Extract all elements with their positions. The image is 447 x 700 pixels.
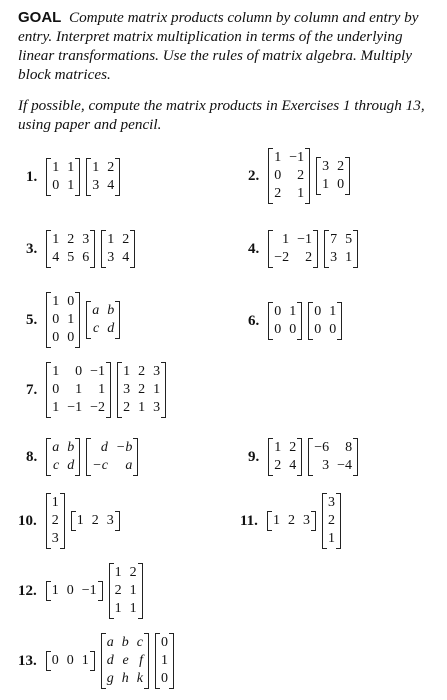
matrix-entry: d bbox=[106, 653, 114, 668]
matrix-entry: 2 bbox=[337, 159, 345, 174]
matrix-entry: 1 bbox=[297, 186, 305, 201]
matrix-entry: 3 bbox=[107, 250, 115, 265]
matrix-entry: 7 bbox=[330, 232, 338, 247]
matrix-entry: 0 bbox=[314, 304, 322, 319]
matrix-entry: 3 bbox=[327, 495, 335, 510]
matrix-entry: −1 bbox=[67, 400, 83, 415]
matrix-entry: 2 bbox=[51, 513, 59, 528]
matrix-entry: 1 bbox=[98, 382, 106, 397]
matrix bbox=[117, 362, 166, 418]
matrix bbox=[268, 438, 302, 476]
exercise-7 bbox=[26, 362, 169, 418]
matrix-entry: 1 bbox=[75, 382, 83, 397]
matrix-entry: 2 bbox=[91, 513, 99, 528]
matrix bbox=[308, 302, 342, 340]
matrix-entry: 1 bbox=[129, 601, 137, 616]
matrix-entry: −2 bbox=[90, 400, 106, 415]
exercise-13 bbox=[18, 633, 177, 689]
matrix-entry: 5 bbox=[345, 232, 353, 247]
exercise-number: 10. bbox=[18, 512, 37, 529]
matrix-entry: −2 bbox=[274, 250, 290, 265]
matrix-entry: a bbox=[125, 458, 133, 473]
matrix-entry: b bbox=[121, 635, 129, 650]
matrix-entry: 0 bbox=[52, 312, 60, 327]
matrix-entry: 1 bbox=[160, 653, 168, 668]
matrix-entry: 3 bbox=[123, 382, 131, 397]
exercise-8 bbox=[26, 438, 141, 476]
goal-text: Compute matrix products column by column and entry by entry. Interpret matrix multiplication in terms of the underlying linear transformations. Use the rules of matrix algebra. Multiply block matrices. bbox=[18, 9, 419, 83]
matrix bbox=[86, 158, 120, 196]
matrix-entry: 1 bbox=[153, 382, 161, 397]
matrix bbox=[267, 511, 316, 531]
matrix bbox=[46, 362, 111, 418]
matrix-entry: 5 bbox=[67, 250, 75, 265]
matrix bbox=[155, 633, 174, 689]
matrix-entry: 3 bbox=[51, 531, 59, 546]
matrix-entry: 4 bbox=[107, 178, 115, 193]
exercise-11 bbox=[240, 493, 344, 549]
matrix-entry: 1 bbox=[52, 160, 60, 175]
matrix-entry: a bbox=[92, 303, 100, 318]
matrix-entry: 0 bbox=[160, 635, 168, 650]
matrix-entry: 1 bbox=[67, 160, 75, 175]
matrix-entry: 4 bbox=[122, 250, 130, 265]
matrix-entry: 1 bbox=[289, 304, 297, 319]
matrix-entry: 1 bbox=[282, 232, 290, 247]
matrix-entry: 2 bbox=[287, 513, 295, 528]
exercise-number: 9. bbox=[248, 448, 260, 465]
matrix-entry: 0 bbox=[66, 583, 74, 598]
goal-paragraph bbox=[18, 8, 438, 84]
exercise-6 bbox=[248, 302, 345, 340]
matrix-entry: 3 bbox=[153, 400, 161, 415]
matrix-entry: −4 bbox=[337, 458, 353, 473]
exercise-number: 13. bbox=[18, 652, 37, 669]
matrix-entry: 3 bbox=[330, 250, 338, 265]
matrix-entry: c bbox=[93, 321, 100, 336]
matrix-entry: 2 bbox=[67, 232, 75, 247]
matrix-entry: 0 bbox=[75, 364, 83, 379]
exercise-9 bbox=[248, 438, 361, 476]
matrix-entry: 1 bbox=[76, 513, 84, 528]
matrix-entry: 3 bbox=[106, 513, 114, 528]
matrix-entry: 0 bbox=[67, 294, 75, 309]
matrix-entry: 3 bbox=[92, 178, 100, 193]
matrix-entry: b bbox=[107, 303, 115, 318]
matrix-entry: 2 bbox=[114, 583, 122, 598]
matrix-entry: 2 bbox=[138, 364, 146, 379]
matrix-entry: c bbox=[136, 635, 143, 650]
matrix bbox=[109, 563, 143, 619]
matrix bbox=[46, 493, 65, 549]
matrix bbox=[316, 157, 350, 195]
matrix bbox=[268, 148, 310, 204]
matrix bbox=[86, 438, 138, 476]
exercise-10 bbox=[18, 493, 123, 549]
matrix-entry: 1 bbox=[51, 495, 59, 510]
matrix-entry: 0 bbox=[274, 168, 282, 183]
matrix-entry: 1 bbox=[129, 583, 137, 598]
matrix-entry: 0 bbox=[66, 653, 74, 668]
matrix-entry: 1 bbox=[52, 232, 60, 247]
matrix-entry: −1 bbox=[90, 364, 106, 379]
matrix-entry: 1 bbox=[81, 653, 89, 668]
matrix-entry: 1 bbox=[272, 513, 280, 528]
matrix-entry: 3 bbox=[322, 159, 330, 174]
matrix-entry: 3 bbox=[82, 232, 90, 247]
matrix-entry: 2 bbox=[138, 382, 146, 397]
matrix-entry: 0 bbox=[67, 330, 75, 345]
matrix-entry: 1 bbox=[107, 232, 115, 247]
exercise-number: 11. bbox=[240, 512, 258, 529]
matrix-entry: 3 bbox=[322, 458, 330, 473]
matrix-entry: d bbox=[67, 458, 75, 473]
matrix bbox=[322, 493, 341, 549]
matrix-entry: c bbox=[53, 458, 60, 473]
matrix-entry: 0 bbox=[52, 382, 60, 397]
exercise-number: 3. bbox=[26, 240, 38, 257]
matrix-entry: 0 bbox=[289, 322, 297, 337]
matrix-entry: 0 bbox=[314, 322, 322, 337]
exercise-2 bbox=[248, 148, 353, 204]
matrix-entry: a bbox=[52, 440, 60, 455]
matrix-entry: 1 bbox=[52, 364, 60, 379]
matrix-entry: 1 bbox=[114, 565, 122, 580]
matrix bbox=[86, 301, 120, 339]
matrix bbox=[46, 230, 95, 268]
matrix bbox=[71, 511, 120, 531]
matrix-entry: b bbox=[67, 440, 75, 455]
matrix-entry: k bbox=[136, 671, 143, 686]
matrix-entry: −c bbox=[92, 458, 108, 473]
matrix-entry: 0 bbox=[51, 653, 59, 668]
matrix bbox=[101, 633, 149, 689]
exercise-number: 1. bbox=[26, 168, 38, 185]
matrix-entry: 1 bbox=[51, 583, 59, 598]
exercise-number: 12. bbox=[18, 582, 37, 599]
matrix-entry: −b bbox=[115, 440, 133, 455]
matrix-entry: 2 bbox=[327, 513, 335, 528]
exercise-number: 8. bbox=[26, 448, 38, 465]
matrix-entry: e bbox=[122, 653, 129, 668]
matrix bbox=[101, 230, 135, 268]
matrix-entry: g bbox=[106, 671, 114, 686]
matrix-entry: 3 bbox=[302, 513, 310, 528]
exercise-4 bbox=[248, 230, 361, 268]
exercise-number: 5. bbox=[26, 311, 38, 328]
instructions: If possible, compute the matrix products in Exercises 1 through 13, using paper and pencil. bbox=[18, 97, 425, 133]
matrix-entry: d bbox=[107, 321, 115, 336]
matrix-entry: 0 bbox=[274, 322, 282, 337]
matrix-entry: 1 bbox=[67, 178, 75, 193]
matrix-entry: 1 bbox=[114, 601, 122, 616]
matrix-entry: 6 bbox=[82, 250, 90, 265]
exercise-3 bbox=[26, 230, 138, 268]
matrix-entry: 1 bbox=[67, 312, 75, 327]
matrix-entry: 1 bbox=[52, 294, 60, 309]
exercise-5 bbox=[26, 292, 123, 348]
matrix-entry: 1 bbox=[327, 531, 335, 546]
goal-keyword: GOAL bbox=[18, 9, 62, 26]
exercise-1 bbox=[26, 158, 123, 196]
matrix-entry: f bbox=[139, 653, 143, 668]
matrix-entry: 1 bbox=[274, 440, 282, 455]
matrix bbox=[324, 230, 358, 268]
matrix bbox=[46, 438, 80, 476]
matrix-entry: 1 bbox=[329, 304, 337, 319]
matrix-entry: 2 bbox=[123, 400, 131, 415]
exercise-number: 7. bbox=[26, 381, 38, 398]
matrix-entry: 1 bbox=[52, 400, 60, 415]
matrix-entry: a bbox=[106, 635, 114, 650]
matrix-entry: 0 bbox=[52, 330, 60, 345]
matrix-entry: −1 bbox=[297, 232, 313, 247]
exercise-number: 2. bbox=[248, 167, 260, 184]
matrix-entry: 2 bbox=[289, 440, 297, 455]
matrix-entry: 1 bbox=[345, 250, 353, 265]
matrix bbox=[46, 292, 80, 348]
matrix bbox=[46, 651, 95, 671]
matrix-entry: −1 bbox=[81, 583, 97, 598]
matrix bbox=[268, 302, 302, 340]
matrix-entry: −1 bbox=[289, 150, 305, 165]
matrix-entry: 8 bbox=[345, 440, 353, 455]
matrix bbox=[46, 581, 103, 601]
exercise-number: 4. bbox=[248, 240, 260, 257]
matrix-entry: 2 bbox=[122, 232, 130, 247]
matrix-entry: 4 bbox=[52, 250, 60, 265]
exercise-number: 6. bbox=[248, 312, 260, 329]
matrix-entry: 2 bbox=[305, 250, 313, 265]
matrix-entry: 3 bbox=[153, 364, 161, 379]
matrix-entry: 2 bbox=[129, 565, 137, 580]
exercise-12 bbox=[18, 563, 146, 619]
matrix-entry: −6 bbox=[314, 440, 330, 455]
matrix-entry: 0 bbox=[160, 671, 168, 686]
matrix-entry: h bbox=[121, 671, 129, 686]
matrix-entry: 1 bbox=[322, 177, 330, 192]
matrix-entry: 2 bbox=[107, 160, 115, 175]
matrix bbox=[308, 438, 358, 476]
matrix-entry: d bbox=[100, 440, 108, 455]
matrix bbox=[268, 230, 318, 268]
matrix-entry: 4 bbox=[289, 458, 297, 473]
matrix-entry: 2 bbox=[297, 168, 305, 183]
matrix-entry: 0 bbox=[337, 177, 345, 192]
matrix-entry: 0 bbox=[329, 322, 337, 337]
matrix bbox=[46, 158, 80, 196]
matrix-entry: 2 bbox=[274, 458, 282, 473]
matrix-entry: 2 bbox=[274, 186, 282, 201]
matrix-entry: 1 bbox=[138, 400, 146, 415]
matrix-entry: 1 bbox=[274, 150, 282, 165]
matrix-entry: 1 bbox=[92, 160, 100, 175]
matrix-entry: 1 bbox=[123, 364, 131, 379]
matrix-entry: 0 bbox=[274, 304, 282, 319]
matrix-entry: 0 bbox=[52, 178, 60, 193]
